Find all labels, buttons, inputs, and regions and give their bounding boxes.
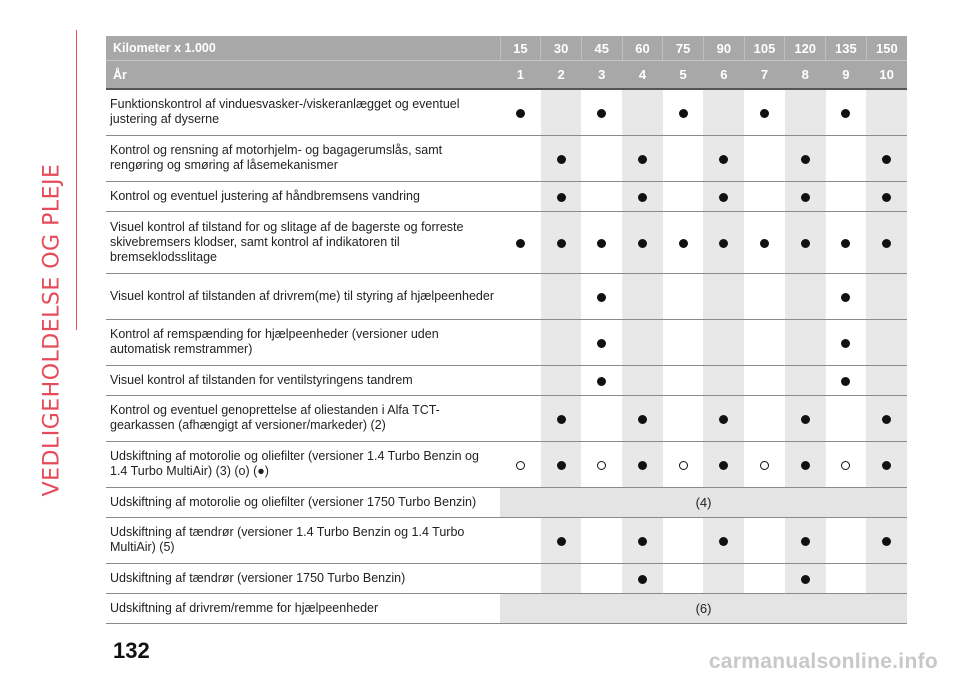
filled-dot-icon [719, 461, 728, 470]
interval-cell [663, 517, 704, 563]
year-header-cell: 6 [703, 61, 744, 90]
interval-cell [785, 273, 826, 319]
filled-dot-icon [841, 239, 850, 248]
interval-cell [622, 135, 663, 181]
side-divider [76, 30, 77, 330]
interval-cell [500, 273, 541, 319]
filled-dot-icon [597, 239, 606, 248]
interval-cell [744, 273, 785, 319]
interval-cell [785, 365, 826, 395]
interval-cell [541, 319, 582, 365]
table-body [106, 89, 907, 623]
side-chapter-title-text: VEDLIGEHOLDELSE OG PLEJE [39, 163, 65, 497]
interval-cell [500, 441, 541, 487]
interval-cell [785, 563, 826, 593]
filled-dot-icon [679, 239, 688, 248]
km-header-cell: 30 [541, 36, 582, 61]
interval-cell [622, 181, 663, 211]
year-header-cell: 8 [785, 61, 826, 90]
filled-dot-icon [557, 415, 566, 424]
filled-dot-icon [841, 293, 850, 302]
interval-cell [622, 211, 663, 273]
interval-cell [703, 517, 744, 563]
filled-dot-icon [638, 239, 647, 248]
interval-cell [826, 319, 867, 365]
km-header-cell: 105 [744, 36, 785, 61]
interval-cell [541, 395, 582, 441]
interval-cell [581, 211, 622, 273]
interval-cell [663, 441, 704, 487]
row-description: Visuel kontrol af tilstand for og slitage af de bagerste og forreste skivebremsers klodser, samt kontrol af indikatoren til bremseklodsslitage [106, 211, 500, 273]
filled-dot-icon [801, 239, 810, 248]
table-row [106, 441, 907, 487]
interval-cell [663, 319, 704, 365]
year-header-cell: 9 [826, 61, 867, 90]
filled-dot-icon [841, 339, 850, 348]
row-description: Visuel kontrol af tilstanden af drivrem(me) til styring af hjælpeenheder [106, 273, 500, 319]
table-row [106, 319, 907, 365]
interval-cell [826, 517, 867, 563]
table-row [106, 89, 907, 135]
table-row [106, 517, 907, 563]
row-description: Funktionskontrol af vinduesvasker-/viskeranlægget og eventuel justering af dyserne [106, 89, 500, 135]
km-header-cell: 60 [622, 36, 663, 61]
interval-cell [581, 395, 622, 441]
interval-cell [866, 211, 907, 273]
row-description: Udskiftning af drivrem/remme for hjælpeenheder [106, 593, 500, 623]
interval-cell [541, 441, 582, 487]
filled-dot-icon [638, 575, 647, 584]
interval-cell [622, 395, 663, 441]
row-note: (4) [500, 487, 907, 517]
interval-cell [785, 181, 826, 211]
interval-cell [866, 441, 907, 487]
km-header-cell: 15 [500, 36, 541, 61]
interval-cell [744, 517, 785, 563]
interval-cell [541, 181, 582, 211]
interval-cell [703, 319, 744, 365]
row-description: Kontrol og rensning af motorhjelm- og bagagerumslås, samt rengøring og smøring af låsemekanismer [106, 135, 500, 181]
year-header-cell: 5 [663, 61, 704, 90]
table-row [106, 487, 907, 517]
km-header-cell: 120 [785, 36, 826, 61]
table-row [106, 273, 907, 319]
filled-dot-icon [882, 537, 891, 546]
interval-cell [500, 89, 541, 135]
interval-cell [866, 517, 907, 563]
interval-cell [785, 441, 826, 487]
interval-cell [581, 181, 622, 211]
filled-dot-icon [557, 461, 566, 470]
filled-dot-icon [882, 155, 891, 164]
row-description: Udskiftning af motorolie og oliefilter (versioner 1750 Turbo Benzin) [106, 487, 500, 517]
interval-cell [541, 517, 582, 563]
interval-cell [622, 89, 663, 135]
filled-dot-icon [597, 293, 606, 302]
km-header-cell: 150 [866, 36, 907, 61]
interval-cell [581, 365, 622, 395]
interval-cell [826, 563, 867, 593]
filled-dot-icon [719, 239, 728, 248]
filled-dot-icon [882, 415, 891, 424]
row-description: Kontrol af remspænding for hjælpeenheder (versioner uden automatisk remstrammer) [106, 319, 500, 365]
year-header-cell: 10 [866, 61, 907, 90]
open-circle-icon [679, 461, 688, 470]
filled-dot-icon [557, 537, 566, 546]
row-description: Udskiftning af motorolie og oliefilter (versioner 1.4 Turbo Benzin og 1.4 Turbo MultiAir) (3) (o) (●) [106, 441, 500, 487]
interval-cell [581, 89, 622, 135]
table-row [106, 181, 907, 211]
km-header-cell: 75 [663, 36, 704, 61]
interval-cell [703, 273, 744, 319]
year-header-cell: 3 [581, 61, 622, 90]
interval-cell [785, 517, 826, 563]
filled-dot-icon [638, 155, 647, 164]
filled-dot-icon [841, 377, 850, 386]
interval-cell [826, 211, 867, 273]
row-description: Udskiftning af tændrør (versioner 1.4 Turbo Benzin og 1.4 Turbo MultiAir) (5) [106, 517, 500, 563]
interval-cell [744, 395, 785, 441]
interval-cell [744, 135, 785, 181]
filled-dot-icon [801, 415, 810, 424]
row-description: Udskiftning af tændrør (versioner 1750 Turbo Benzin) [106, 563, 500, 593]
interval-cell [581, 517, 622, 563]
interval-cell [785, 211, 826, 273]
table-row [106, 563, 907, 593]
filled-dot-icon [760, 109, 769, 118]
interval-cell [581, 563, 622, 593]
open-circle-icon [841, 461, 850, 470]
interval-cell [663, 89, 704, 135]
filled-dot-icon [557, 239, 566, 248]
open-circle-icon [597, 461, 606, 470]
interval-cell [703, 181, 744, 211]
table-row [106, 593, 907, 623]
interval-cell [826, 441, 867, 487]
table-row [106, 135, 907, 181]
interval-cell [744, 563, 785, 593]
interval-cell [622, 563, 663, 593]
interval-cell [622, 319, 663, 365]
interval-cell [581, 273, 622, 319]
interval-cell [866, 181, 907, 211]
watermark: carmanualsonline.info [708, 650, 938, 673]
interval-cell [744, 365, 785, 395]
filled-dot-icon [597, 339, 606, 348]
header-row-km [106, 36, 907, 61]
interval-cell [622, 441, 663, 487]
interval-cell [785, 395, 826, 441]
interval-cell [744, 441, 785, 487]
interval-cell [703, 563, 744, 593]
row-note: (6) [500, 593, 907, 623]
interval-cell [826, 365, 867, 395]
filled-dot-icon [882, 239, 891, 248]
interval-cell [703, 441, 744, 487]
table-row [106, 365, 907, 395]
interval-cell [826, 135, 867, 181]
interval-cell [785, 89, 826, 135]
filled-dot-icon [597, 377, 606, 386]
year-label: År [106, 61, 500, 90]
header-row-year [106, 61, 907, 90]
filled-dot-icon [679, 109, 688, 118]
filled-dot-icon [719, 415, 728, 424]
interval-cell [703, 211, 744, 273]
interval-cell [866, 89, 907, 135]
filled-dot-icon [516, 109, 525, 118]
interval-cell [500, 365, 541, 395]
interval-cell [703, 135, 744, 181]
interval-cell [826, 89, 867, 135]
interval-cell [866, 563, 907, 593]
filled-dot-icon [882, 461, 891, 470]
interval-cell [500, 211, 541, 273]
filled-dot-icon [597, 109, 606, 118]
filled-dot-icon [557, 193, 566, 202]
interval-cell [826, 273, 867, 319]
interval-cell [866, 395, 907, 441]
filled-dot-icon [516, 239, 525, 248]
open-circle-icon [760, 461, 769, 470]
year-header-cell: 4 [622, 61, 663, 90]
interval-cell [541, 273, 582, 319]
page-number: 132 [113, 638, 150, 663]
filled-dot-icon [557, 155, 566, 164]
interval-cell [744, 89, 785, 135]
year-header-cell: 2 [541, 61, 582, 90]
km-label: Kilometer x 1.000 [106, 36, 500, 61]
interval-cell [866, 319, 907, 365]
interval-cell [866, 135, 907, 181]
interval-cell [500, 135, 541, 181]
interval-cell [541, 563, 582, 593]
table-header [106, 36, 907, 89]
interval-cell [622, 273, 663, 319]
interval-cell [703, 89, 744, 135]
interval-cell [581, 441, 622, 487]
interval-cell [826, 395, 867, 441]
interval-cell [663, 181, 704, 211]
filled-dot-icon [719, 193, 728, 202]
year-header-cell: 1 [500, 61, 541, 90]
year-header-cell: 7 [744, 61, 785, 90]
interval-cell [785, 319, 826, 365]
interval-cell [663, 135, 704, 181]
interval-cell [541, 211, 582, 273]
filled-dot-icon [841, 109, 850, 118]
interval-cell [541, 89, 582, 135]
interval-cell [866, 365, 907, 395]
interval-cell [500, 395, 541, 441]
interval-cell [744, 211, 785, 273]
interval-cell [866, 273, 907, 319]
interval-cell [703, 395, 744, 441]
interval-cell [663, 563, 704, 593]
interval-cell [581, 319, 622, 365]
interval-cell [663, 395, 704, 441]
filled-dot-icon [801, 461, 810, 470]
filled-dot-icon [801, 155, 810, 164]
interval-cell [500, 563, 541, 593]
km-header-cell: 135 [826, 36, 867, 61]
interval-cell [541, 365, 582, 395]
interval-cell [500, 181, 541, 211]
table-row [106, 211, 907, 273]
filled-dot-icon [882, 193, 891, 202]
interval-cell [663, 273, 704, 319]
filled-dot-icon [801, 537, 810, 546]
interval-cell [500, 319, 541, 365]
km-header-cell: 45 [581, 36, 622, 61]
interval-cell [744, 319, 785, 365]
interval-cell [500, 517, 541, 563]
interval-cell [703, 365, 744, 395]
row-description: Visuel kontrol af tilstanden for ventilstyringens tandrem [106, 365, 500, 395]
filled-dot-icon [638, 537, 647, 546]
interval-cell [663, 211, 704, 273]
filled-dot-icon [719, 537, 728, 546]
interval-cell [826, 181, 867, 211]
filled-dot-icon [801, 193, 810, 202]
interval-cell [622, 517, 663, 563]
maintenance-schedule-table [106, 36, 907, 624]
interval-cell [622, 365, 663, 395]
filled-dot-icon [638, 415, 647, 424]
filled-dot-icon [719, 155, 728, 164]
row-description: Kontrol og eventuel genoprettelse af oliestanden i Alfa TCT-gearkassen (afhængigt af versioner/markeder) (2) [106, 395, 500, 441]
interval-cell [581, 135, 622, 181]
row-description: Kontrol og eventuel justering af håndbremsens vandring [106, 181, 500, 211]
interval-cell [541, 135, 582, 181]
open-circle-icon [516, 461, 525, 470]
filled-dot-icon [801, 575, 810, 584]
interval-cell [785, 135, 826, 181]
filled-dot-icon [638, 193, 647, 202]
interval-cell [663, 365, 704, 395]
interval-cell [744, 181, 785, 211]
km-header-cell: 90 [703, 36, 744, 61]
table-row [106, 395, 907, 441]
filled-dot-icon [638, 461, 647, 470]
filled-dot-icon [760, 239, 769, 248]
